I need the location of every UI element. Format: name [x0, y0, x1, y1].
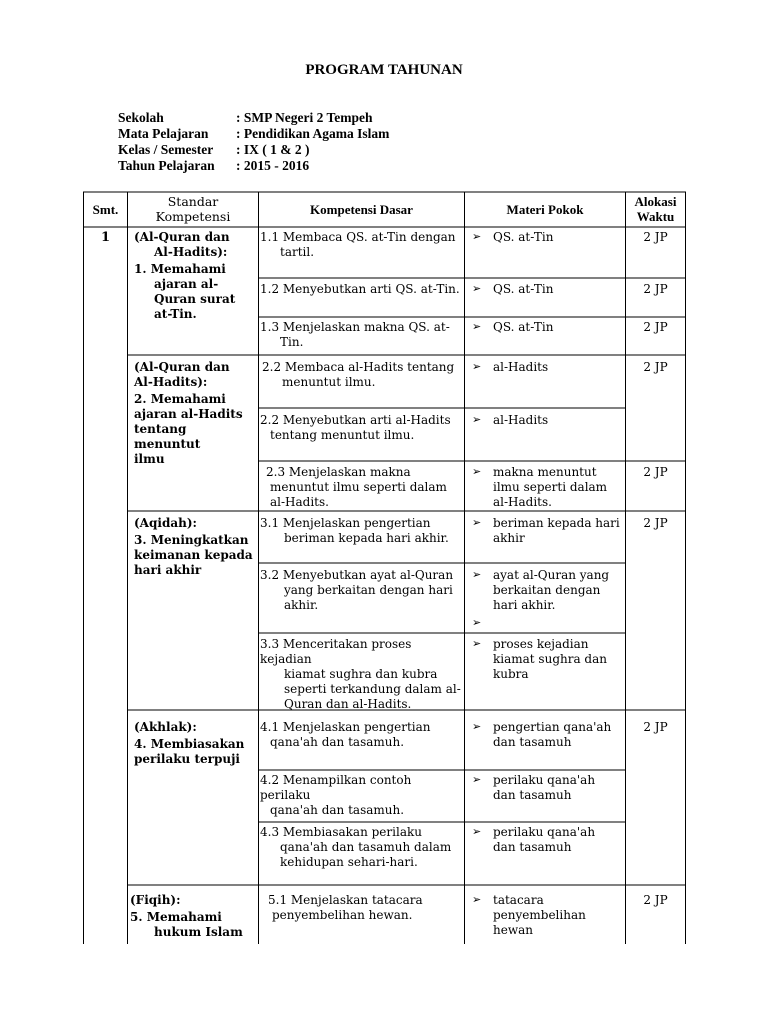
- materi-line: al-Hadits: [493, 360, 549, 374]
- info-label: Tahun Pelajaran: [118, 158, 215, 173]
- kd-line: 2.3 Menjelaskan makna: [266, 465, 411, 479]
- alokasi-value: 2 JP: [643, 465, 668, 479]
- materi-item: [493, 282, 623, 297]
- materi-line: beriman kepada hari: [493, 516, 620, 530]
- header-smt: Smt.: [92, 202, 119, 217]
- kd-line: 2.2 Menyebutkan arti al-Hadits: [260, 413, 451, 427]
- sk-group-1: [134, 230, 256, 322]
- alokasi-value: 2 JP: [643, 230, 668, 244]
- info-label: Kelas / Semester: [118, 142, 214, 157]
- sk-category: (Aqidah):: [134, 516, 197, 530]
- sk-title: 4. Membiasakan: [134, 737, 245, 751]
- kd-item: [260, 320, 464, 350]
- materi-line: al-Hadits.: [493, 495, 552, 509]
- materi-line: perilaku qana'ah: [493, 773, 596, 787]
- sk-title: hukum Islam: [154, 925, 243, 939]
- alokasi-value: 2 JP: [643, 360, 668, 374]
- arrow-bullet-icon: ➢: [472, 637, 482, 650]
- kd-line: 1.1 Membaca QS. at-Tin dengan: [260, 230, 456, 244]
- sk-title: ilmu: [134, 452, 165, 466]
- materi-item: [493, 637, 623, 682]
- info-value: : Pendidikan Agama Islam: [236, 126, 390, 141]
- materi-line: akhir: [493, 531, 525, 545]
- alokasi-value: 2 JP: [643, 893, 668, 907]
- header-sk-line1: Standar: [167, 194, 219, 209]
- kd-line: menuntut ilmu seperti dalam: [270, 480, 447, 494]
- header-kompetensi-dasar: Kompetensi Dasar: [310, 202, 413, 217]
- materi-line: proses kejadian: [493, 637, 589, 651]
- kd-line: beriman kepada hari akhir.: [284, 531, 449, 545]
- kd-item: [260, 637, 464, 712]
- header-standar-kompetensi: [128, 194, 258, 224]
- kd-item: [260, 773, 464, 818]
- kd-line: 4.1 Menjelaskan pengertian: [260, 720, 431, 734]
- materi-item: [493, 773, 623, 803]
- arrow-bullet-icon: ➢: [472, 825, 482, 838]
- sk-title: at-Tin.: [154, 307, 197, 321]
- sk-group-3: [134, 516, 256, 578]
- kd-line: tartil.: [280, 245, 315, 259]
- kd-line: seperti terkandung dalam al-: [284, 682, 461, 696]
- materi-line: berkaitan dengan: [493, 583, 601, 597]
- info-value: : SMP Negeri 2 Tempeh: [236, 110, 373, 125]
- arrow-bullet-icon: ➢: [472, 465, 482, 478]
- kd-line: Quran dan al-Hadits.: [284, 697, 412, 711]
- document-title: PROGRAM TAHUNAN: [305, 62, 463, 78]
- sk-category: (Fiqih):: [130, 893, 181, 907]
- sk-title: Quran surat: [154, 292, 236, 306]
- kd-line: qana'ah dan tasamuh.: [270, 735, 405, 749]
- materi-line: QS. at-Tin: [493, 282, 554, 296]
- sk-title: ajaran al-Hadits: [134, 407, 243, 421]
- materi-line: kubra: [493, 667, 529, 681]
- sk-category: Al-Hadits):: [134, 375, 208, 389]
- kd-line: 3.3 Menceritakan proses kejadian: [260, 637, 412, 666]
- semester-number: 1: [100, 230, 111, 245]
- sk-category: (Al-Quran dan: [134, 230, 230, 244]
- arrow-bullet-icon: ➢: [472, 413, 482, 426]
- sk-title: 3. Meningkatkan: [134, 533, 249, 547]
- materi-line: hari akhir.: [493, 598, 556, 612]
- kd-line: 3.1 Menjelaskan pengertian: [260, 516, 431, 530]
- materi-line: al-Hadits: [493, 413, 549, 427]
- kd-item: [260, 282, 464, 297]
- kd-line: menuntut ilmu.: [282, 375, 376, 389]
- header-sk-line2: Kompetensi: [155, 209, 231, 224]
- materi-line: dan tasamuh: [493, 840, 572, 854]
- sk-title: ajaran al-: [154, 277, 219, 291]
- kd-item: [260, 825, 464, 870]
- header-alokasi-waktu: [626, 194, 685, 224]
- arrow-bullet-icon: ➢: [472, 773, 482, 786]
- kd-line: 3.2 Menyebutkan ayat al-Quran: [260, 568, 454, 582]
- info-value: : 2015 - 2016: [236, 158, 310, 173]
- alokasi-value: 2 JP: [643, 720, 668, 734]
- kd-line: penyembelihan hewan.: [272, 908, 413, 922]
- materi-line: ayat al-Quran yang: [493, 568, 610, 582]
- arrow-bullet-icon: ➢: [472, 516, 482, 529]
- kd-line: 5.1 Menjelaskan tatacara: [268, 893, 423, 907]
- arrow-bullet-icon: ➢: [472, 230, 482, 243]
- materi-line: QS. at-Tin: [493, 230, 554, 244]
- sk-title: keimanan kepada: [134, 548, 253, 562]
- arrow-bullet-icon: ➢: [472, 720, 482, 733]
- kd-line: kiamat sughra dan kubra: [284, 667, 438, 681]
- materi-item: [493, 516, 623, 546]
- materi-item: [493, 360, 623, 375]
- materi-item: [493, 568, 623, 613]
- info-label: Sekolah: [118, 110, 164, 125]
- materi-line: kiamat sughra dan: [493, 652, 607, 666]
- kd-line: 1.3 Menjelaskan makna QS. at-: [260, 320, 450, 334]
- materi-item: [493, 893, 623, 938]
- arrow-bullet-icon: ➢: [472, 320, 482, 333]
- alokasi-value: 2 JP: [643, 516, 668, 530]
- sk-title: 5. Memahami: [130, 910, 222, 924]
- materi-line: QS. at-Tin: [493, 320, 554, 334]
- info-label: Mata Pelajaran: [118, 126, 209, 141]
- kd-item: [266, 465, 464, 510]
- kd-line: akhir.: [284, 598, 319, 612]
- kd-line: qana'ah dan tasamuh.: [270, 803, 405, 817]
- materi-line: hewan: [493, 923, 533, 937]
- kd-item: [262, 360, 464, 390]
- arrow-bullet-icon: ➢: [472, 282, 482, 295]
- kd-line: yang berkaitan dengan hari: [284, 583, 453, 597]
- materi-item: [493, 230, 623, 245]
- sk-group-4: [134, 720, 256, 767]
- arrow-bullet-icon: ➢: [472, 568, 482, 581]
- sk-group-2: [134, 360, 256, 467]
- alokasi-value: 2 JP: [643, 320, 668, 334]
- kd-line: 2.2 Membaca al-Hadits tentang: [262, 360, 455, 374]
- info-value: : IX ( 1 & 2 ): [236, 142, 310, 157]
- kd-line: tentang menuntut ilmu.: [270, 428, 415, 442]
- kd-line: 1.2 Menyebutkan arti QS. at-Tin.: [260, 282, 460, 296]
- kd-line: al-Hadits.: [270, 495, 329, 509]
- materi-item: [493, 720, 623, 750]
- arrow-bullet-icon: ➢: [472, 893, 482, 906]
- header-alokasi-line2: Waktu: [636, 209, 675, 224]
- kd-item: [260, 720, 464, 750]
- arrow-bullet-icon: ➢: [472, 360, 482, 373]
- materi-line: ilmu seperti dalam: [493, 480, 608, 494]
- sk-category: (Al-Quran dan: [134, 360, 230, 374]
- alokasi-value: 2 JP: [643, 282, 668, 296]
- sk-group-5: [130, 893, 256, 940]
- materi-item: [493, 320, 623, 335]
- materi-item: [493, 825, 623, 855]
- kd-item: [260, 516, 464, 546]
- sk-title: hari akhir: [134, 563, 202, 577]
- sk-title: 1. Memahami: [134, 262, 226, 276]
- kd-line: 4.2 Menampilkan contoh perilaku: [260, 773, 412, 802]
- sk-category: (Akhlak):: [134, 720, 197, 734]
- kd-line: qana'ah dan tasamuh dalam: [280, 840, 452, 854]
- kd-item: [260, 413, 464, 443]
- sk-title: tentang menuntut: [134, 422, 201, 451]
- materi-item: [493, 465, 623, 510]
- header-materi-pokok: Materi Pokok: [506, 202, 584, 217]
- materi-line: penyembelihan: [493, 908, 586, 922]
- kd-item: [260, 568, 464, 613]
- sk-title: perilaku terpuji: [134, 752, 240, 766]
- kd-line: kehidupan sehari-hari.: [280, 855, 418, 869]
- header-alokasi-line1: Alokasi: [634, 194, 677, 209]
- kd-line: Tin.: [280, 335, 304, 349]
- materi-item: [493, 413, 623, 428]
- kd-line: 4.3 Membiasakan perilaku: [260, 825, 422, 839]
- kd-item: [260, 230, 464, 260]
- materi-line: dan tasamuh: [493, 788, 572, 802]
- sk-category: Al-Hadits):: [154, 245, 228, 259]
- materi-line: tatacara: [493, 893, 544, 907]
- materi-line: pengertian qana'ah: [493, 720, 612, 734]
- sk-title: 2. Memahami: [134, 392, 226, 406]
- materi-line: makna menuntut: [493, 465, 597, 479]
- kd-item: [268, 893, 464, 923]
- materi-line: dan tasamuh: [493, 735, 572, 749]
- arrow-bullet-icon: ➢: [472, 616, 482, 629]
- materi-line: perilaku qana'ah: [493, 825, 596, 839]
